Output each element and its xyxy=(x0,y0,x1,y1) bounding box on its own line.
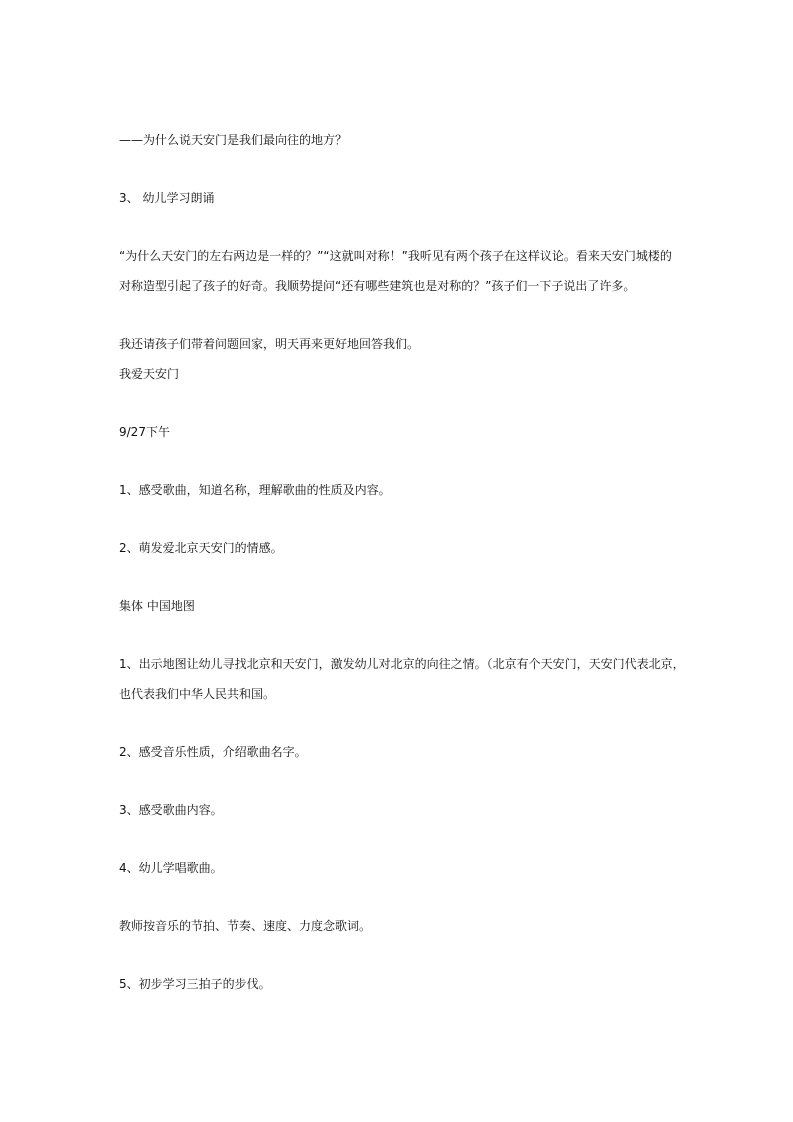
paragraph-line-2: 对称造型引起了孩子的好奇。我顺势提问“还有哪些建筑也是对称的？”孩子们一下子说出了许多。 xyxy=(119,279,636,293)
step-3-recitation: 3、 幼儿学习朗诵 xyxy=(119,191,215,205)
process-1-line-1: 1、出示地图让幼儿寻找北京和天安门，激发幼儿对北京的向往之情。（北京有个天安门，天安门代表北京， xyxy=(119,657,685,671)
process-3: 3、感受歌曲内容。 xyxy=(119,803,223,817)
process-5: 5、初步学习三拍子的步伐。 xyxy=(119,977,271,991)
lesson-title: 我爱天安门 xyxy=(119,367,180,381)
process-4: 4、幼儿学唱歌曲。 xyxy=(119,861,223,875)
question-line: ——为什么说天安门是我们最向往的地方？ xyxy=(119,133,348,147)
lesson-date: 9/27下午 xyxy=(119,425,170,439)
materials: 集体 中国地图 xyxy=(119,599,195,613)
process-1-line-2: 也代表我们中华人民共和国。 xyxy=(119,687,276,701)
goal-2: 2、萌发爱北京天安门的情感。 xyxy=(119,541,283,555)
process-2: 2、感受音乐性质，介绍歌曲名字。 xyxy=(119,745,307,759)
teacher-note: 教师按音乐的节拍、节奏、速度、力度念歌词。 xyxy=(119,919,372,933)
goal-1: 1、感受歌曲，知道名称，理解歌曲的性质及内容。 xyxy=(119,483,391,497)
homework-note: 我还请孩子们带着问题回家，明天再来更好地回答我们。 xyxy=(119,337,420,351)
paragraph-line-1: “为什么天安门的左右两边是一样的？”“这就叫对称！”我听见有两个孩子在这样议论。看来天安门城楼的 xyxy=(119,249,672,263)
